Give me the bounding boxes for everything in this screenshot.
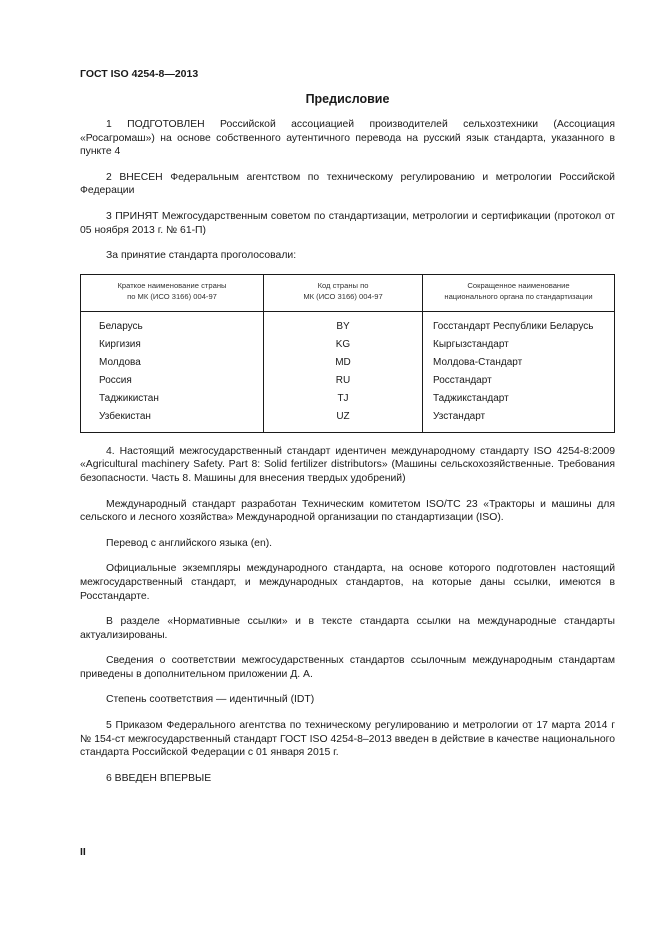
paragraph-order-enacted: 5 Приказом Федерального агентства по техническому регулированию и метрологии от 17 марта 2014 г № 154-ст межгосударственный стандарт ГОСТ ISO 4254-8–2013 введен в действие в качестве национального стандарта Российской Федерации с 01 января 2015 г. <box>80 720 615 759</box>
table-row <box>81 354 615 372</box>
paragraph-prepared: 1 ПОДГОТОВЛЕН Российской ассоциацией производителей сельхозтехники (Ассоциация «Росагромаш») на основе собственного аутентичного перевода на русский язык стандарта, указанного в пункте 4 <box>80 119 615 158</box>
paragraph-identical-standard: 4. Настоящий межгосударственный стандарт идентичен международному стандарту ISO 4254-8:2009 «Agricultural machinery Safety. Part 8: Solid fertilizer distributors» (Машины сельскохозяйственные. Требования безопасности. Часть 8. Машины для внесения твердых удобрений) <box>80 445 615 484</box>
country-cell: Узбекистан <box>99 410 151 422</box>
standards-body-cell: Росстандарт <box>423 372 615 390</box>
standards-body-cell: Госстандарт Республики Беларусь <box>423 311 615 336</box>
table-row <box>81 408 615 433</box>
country-cell: Таджикистан <box>99 392 159 404</box>
paragraph-voted: За принятие стандарта проголосовали: <box>106 250 297 262</box>
table-row <box>81 311 615 336</box>
column-header-code: Код страны по МК (ИСО 3166) 004-97 <box>264 274 423 311</box>
document-code-header: ГОСТ ISO 4254-8—2013 <box>80 68 199 80</box>
table-row <box>81 336 615 354</box>
standards-body-cell: Молдова-Стандарт <box>423 354 615 372</box>
country-cell: Молдова <box>99 356 141 368</box>
standards-body-cell: Кыргызстандарт <box>423 336 615 354</box>
code-cell: RU <box>264 372 423 390</box>
country-cell: Беларусь <box>99 320 143 332</box>
paragraph-introduced-first-time: 6 ВВЕДЕН ВПЕРВЫЕ <box>106 772 212 784</box>
country-cell: Киргизия <box>99 338 141 350</box>
voting-countries-table <box>80 274 615 433</box>
table-header-row <box>81 274 615 311</box>
page-number: II <box>80 846 86 858</box>
page-title: Предисловие <box>305 92 390 106</box>
column-header-standards-body: Сокращенное наименование национального органа по стандартизации <box>423 274 615 311</box>
paragraph-correspondence-info: Сведения о соответствии межгосударственных стандартов ссылочным международным стандартам приведены в дополнительном приложении Д. А. <box>80 655 615 680</box>
column-header-country: Краткое наименование страны по МК (ИСО 3166) 004-97 <box>81 274 264 311</box>
paragraph-introduced: 2 ВНЕСЕН Федеральным агентством по техническому регулированию и метрологии Российской Федерации <box>80 171 615 197</box>
code-cell: MD <box>264 354 423 372</box>
code-cell: UZ <box>264 408 423 433</box>
foreword-body <box>80 118 615 785</box>
standards-body-cell: Таджикстандарт <box>423 390 615 408</box>
paragraph-degree-of-correspondence: Степень соответствия — идентичный (IDT) <box>106 694 315 706</box>
code-cell: KG <box>264 336 423 354</box>
table-row <box>81 390 615 408</box>
paragraph-references-updated: В разделе «Нормативные ссылки» и в тексте стандарта ссылки на международные стандарты актуализированы. <box>80 616 615 641</box>
paragraph-official-copies: Официальные экземпляры международного стандарта, на основе которого подготовлен настоящий межгосударственный стандарт, и международных стандартов, на которые даны ссылки, имеются в Росстандарте. <box>80 563 615 602</box>
paragraph-translation: Перевод с английского языка (en). <box>106 537 273 549</box>
paragraph-adopted: 3 ПРИНЯТ Межгосударственным советом по стандартизации, метрологии и сертификации (протокол от 05 ноября 2013 г. № 61-П) <box>80 210 615 236</box>
country-cell: Россия <box>99 374 132 386</box>
table-row <box>81 372 615 390</box>
paragraph-developed-by: Международный стандарт разработан Техническим комитетом ISO/TC 23 «Тракторы и машины для сельского и лесного хозяйства» Международной организации по стандартизации (ISO). <box>80 498 615 524</box>
code-cell: BY <box>264 311 423 336</box>
standards-body-cell: Узстандарт <box>423 408 615 433</box>
code-cell: TJ <box>264 390 423 408</box>
